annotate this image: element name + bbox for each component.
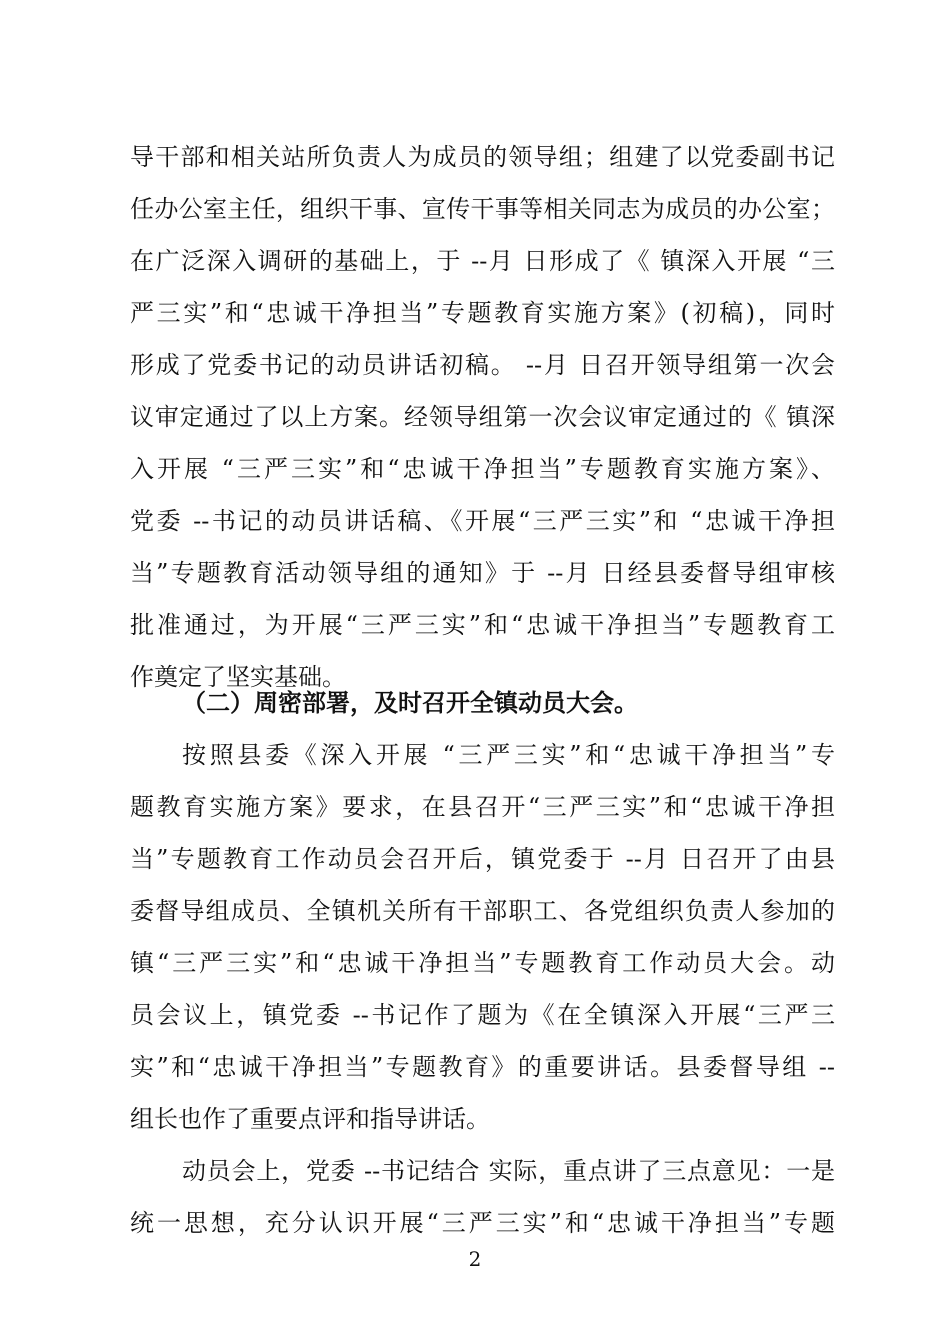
body-text-line: 员会议上，镇党委 --书记作了题为《在全镇深入开展“三严三 bbox=[130, 1001, 835, 1029]
body-text-line: 动员会上，党委 --书记结合 实际，重点讲了三点意见：一是 bbox=[182, 1157, 835, 1185]
body-text-line: 作奠定了坚实基础。 bbox=[130, 663, 346, 691]
body-text-line: 任办公室主任，组织干事、宣传干事等相关同志为成员的办公室； bbox=[130, 195, 835, 223]
body-text-line: 导干部和相关站所负责人为成员的领导组；组建了以党委副书记 bbox=[130, 143, 835, 171]
body-text-line: 按照县委《深入开展 “三严三实”和“忠诚干净担当”专 bbox=[182, 741, 835, 769]
body-text-line: 在广泛深入调研的基础上，于 --月 日形成了《 镇深入开展 “三 bbox=[130, 247, 835, 275]
body-text-line: 批准通过，为开展“三严三实”和“忠诚干净担当”专题教育工 bbox=[130, 611, 835, 639]
body-text-line: 实”和“忠诚干净担当”专题教育》的重要讲话。县委督导组 -- bbox=[130, 1053, 835, 1081]
section-heading: （二）周密部署，及时召开全镇动员大会。 bbox=[182, 688, 638, 717]
body-text-line: 形成了党委书记的动员讲话初稿。 --月 日召开领导组第一次会 bbox=[130, 351, 835, 379]
body-text-line: 议审定通过了以上方案。经领导组第一次会议审定通过的《 镇深 bbox=[130, 403, 835, 431]
page-number: 2 bbox=[468, 1247, 482, 1271]
body-text-line: 严三实”和“忠诚干净担当”专题教育实施方案》(初稿)，同时 bbox=[130, 299, 835, 327]
body-text-line: 统一思想，充分认识开展“三严三实”和“忠诚干净担当”专题 bbox=[130, 1209, 835, 1237]
body-text-line: 当”专题教育活动领导组的通知》于 --月 日经县委督导组审核 bbox=[130, 559, 835, 587]
body-text-line: 镇“三严三实”和“忠诚干净担当”专题教育工作动员大会。动 bbox=[130, 949, 835, 977]
body-text-line: 入开展 “三严三实”和“忠诚干净担当”专题教育实施方案》、 bbox=[130, 455, 835, 483]
body-text-line: 党委 --书记的动员讲话稿、《开展“三严三实”和 “忠诚干净担 bbox=[130, 507, 835, 535]
body-text-line: 委督导组成员、全镇机关所有干部职工、各党组织负责人参加的 bbox=[130, 897, 835, 925]
body-text-line: 当”专题教育工作动员会召开后，镇党委于 --月 日召开了由县 bbox=[130, 845, 835, 873]
body-text-line: 题教育实施方案》要求，在县召开“三严三实”和“忠诚干净担 bbox=[130, 793, 835, 821]
body-text-line: 组长也作了重要点评和指导讲话。 bbox=[130, 1105, 490, 1133]
